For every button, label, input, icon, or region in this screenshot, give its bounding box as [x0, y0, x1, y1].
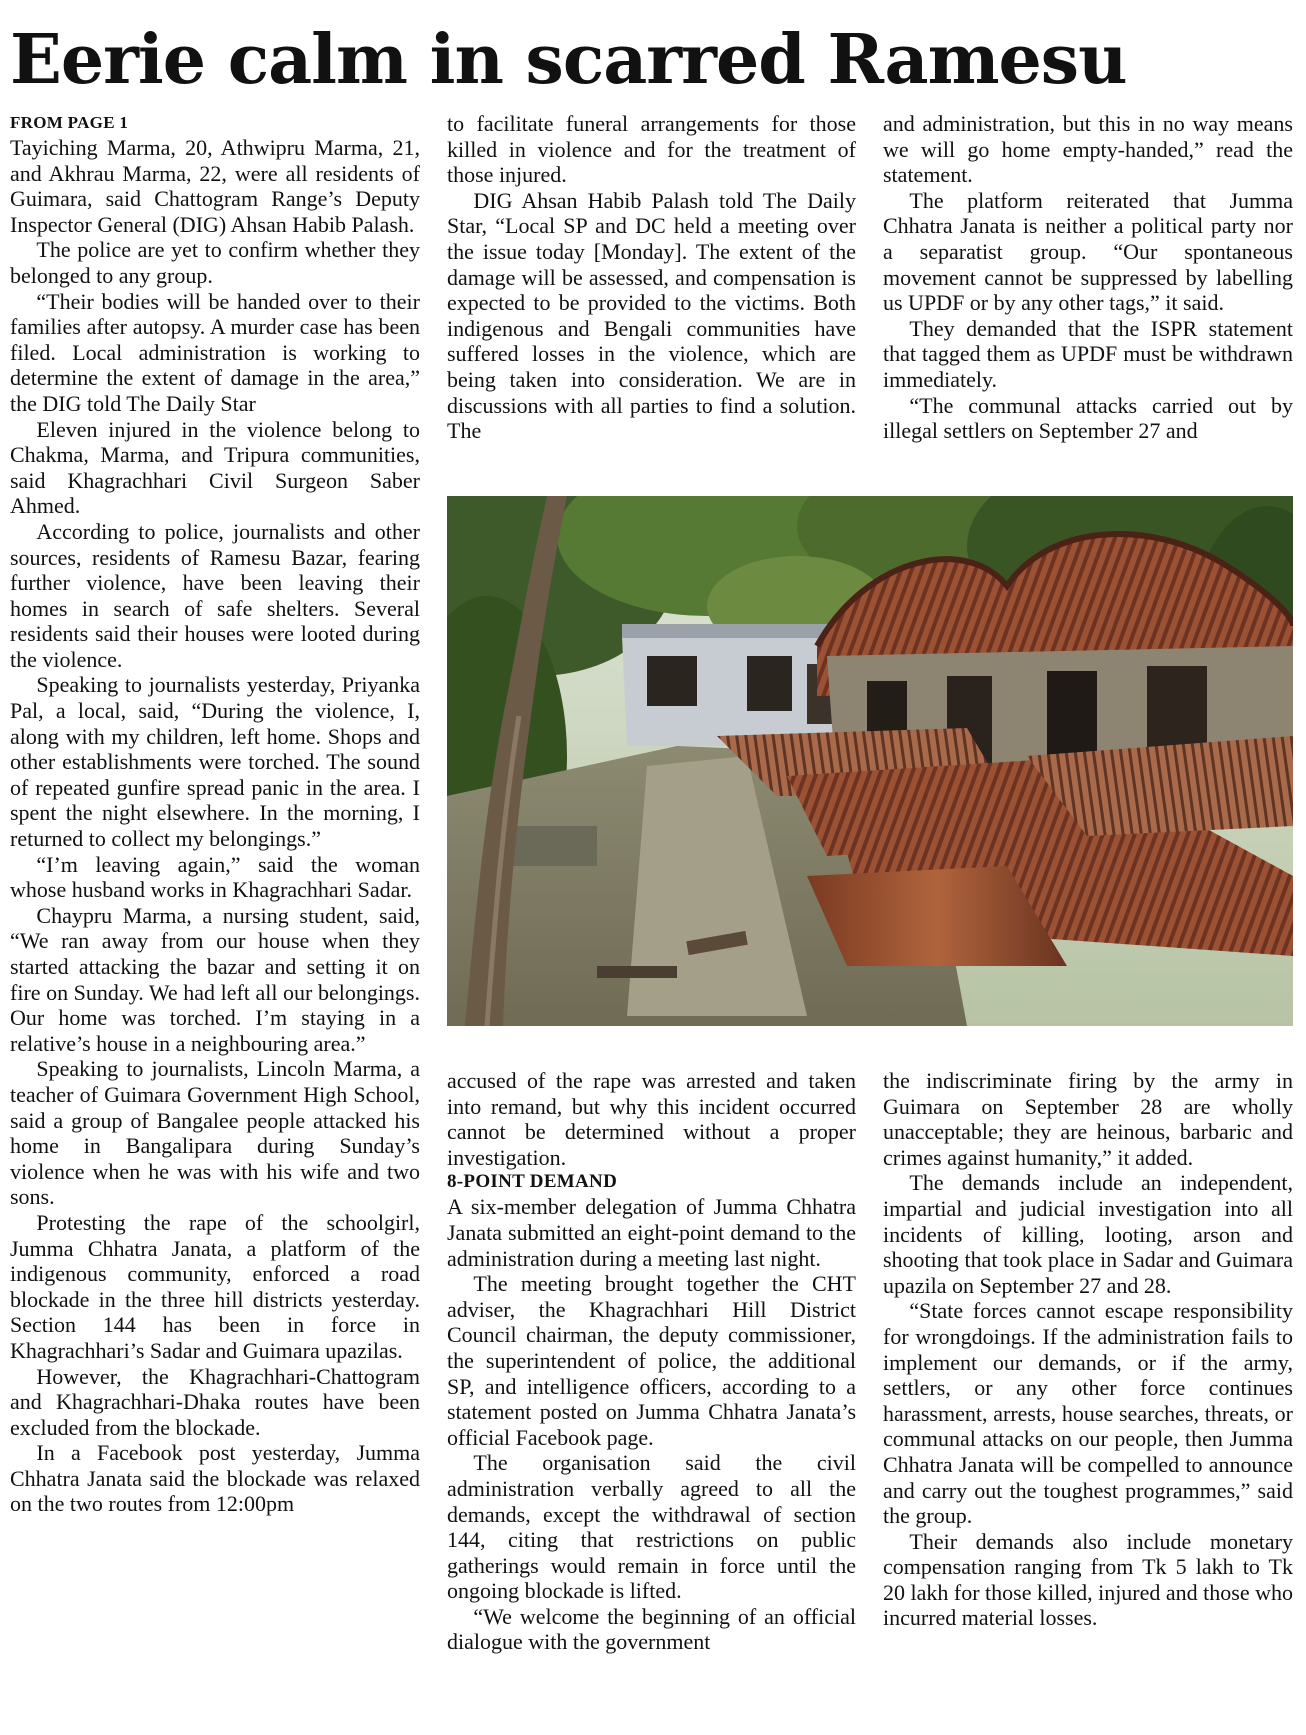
paragraph: Protesting the rape of the schoolgirl, Jumma Chhatra Janata, a platform of the indigenous community, enforced a road blockade in the three hill districts yesterday. Section 144 has been in force in Khagrachhari’s Sadar and Guimara upazilas.	[10, 1209, 420, 1363]
subhead-8-point-demand: 8-POINT DEMAND	[447, 1171, 618, 1193]
paragraph: “State forces cannot escape responsibility for wrongdoings. If the administration fails to implement our demands, or if the army, settlers, or any other force continues harassment, arrests, house searches, threats, or communal attacks on our people, then Jumma Chhatra Janata will be compelled to announce and carry out the toughest programmes,” said the group.	[883, 1298, 1293, 1529]
headline: Eerie calm in scarred Ramesu	[10, 20, 1127, 100]
column-2-bottom	[447, 1068, 856, 1728]
column-3-bottom	[883, 1068, 1293, 1728]
column-3-top	[883, 111, 1293, 483]
paragraph: the indiscriminate firing by the army in Guimara on September 28 are wholly unacceptable; they are heinous, barbaric and crimes against humanity,” it added.	[883, 1068, 1293, 1170]
paragraph: According to police, journalists and other sources, residents of Ramesu Bazar, fearing further violence, have been leaving their homes in search of safe shelters. Several residents said their houses were looted during the violence.	[10, 518, 420, 672]
paragraph: They demanded that the ISPR statement that tagged them as UPDF must be withdrawn immediately.	[883, 315, 1293, 392]
paragraph: “Their bodies will be handed over to their families after autopsy. A murder case has been filed. Local administration is working to determine the extent of damage in the area,” the DIG told The Daily Star	[10, 288, 420, 416]
paragraph: Eleven injured in the violence belong to Chakma, Marma, and Tripura communities, said Khagrachhari Civil Surgeon Saber Ahmed.	[10, 416, 420, 519]
column-1	[10, 111, 420, 1727]
column-2-top	[447, 111, 856, 483]
paragraph: The platform reiterated that Jumma Chhatra Janata is neither a political party nor a separatist group. “Our spontaneous movement cannot be suppressed by labelling us UPDF or by any other tags,” it said.	[883, 187, 1293, 316]
paragraph: “The communal attacks carried out by illegal settlers on September 27 and	[883, 392, 1293, 444]
paragraph: The organisation said the civil administration verbally agreed to all the demands, except the withdrawal of section 144, citing that restrictions on public gatherings would remain in force until the ongoing blockade is lifted.	[447, 1450, 856, 1604]
paragraph: The demands include an independent, impartial and judicial investigation into all incidents of killing, looting, arson and shooting that took place in Sadar and Guimara upazila on September 27 and 28.	[883, 1170, 1293, 1298]
kicker: FROM PAGE 1	[10, 113, 129, 132]
paragraph: accused of the rape was arrested and taken into remand, but why this incident occurred cannot be determined without a proper investigation.	[447, 1068, 856, 1170]
paragraph: Their demands also include monetary compensation ranging from Tk 5 lakh to Tk 20 lakh for those killed, injured and those who incurred material losses.	[883, 1528, 1293, 1631]
paragraph: In a Facebook post yesterday, Jumma Chhatra Janata said the blockade was relaxed on the two routes from 12:00pm	[10, 1440, 420, 1517]
paragraph: “I’m leaving again,” said the woman whose husband works in Khagrachhari Sadar.	[10, 851, 420, 903]
paragraph: Speaking to journalists, Lincoln Marma, a teacher of Guimara Government High School, said a group of Bangalee people attacked his home in Bangalipara during Sunday’s violence when he was with his wife and two sons.	[10, 1056, 420, 1210]
paragraph: DIG Ahsan Habib Palash told The Daily Star, “Local SP and DC held a meeting over the issue today [Monday]. The extent of the damage will be assessed, and compensation is expected to be provided to the victims. Both indigenous and Bengali communities have suffered losses in the violence, which are being taken into consideration. We are in discussions with all parties to find a solution. The	[447, 187, 856, 444]
paragraph: Tayiching Marma, 20, Athwipru Marma, 21, and Akhrau Marma, 22, were all residents of Guimara, said Chattogram Range’s Deputy Inspector General (DIG) Ahsan Habib Palash.	[10, 135, 420, 237]
paragraph: A six-member delegation of Jumma Chhatra Janata submitted an eight-point demand to the administration during a meeting last night.	[447, 1194, 856, 1271]
burned-houses-photo	[447, 496, 1293, 1026]
paragraph: and administration, but this in no way means we will go home empty-handed,” read the statement.	[883, 111, 1293, 188]
paragraph: Chaypru Marma, a nursing student, said, “We ran away from our house when they started attacking the bazar and setting it on fire on Sunday. We had left all our belongings. Our home was torched. I’m staying in a relative’s house in a neighbouring area.”	[10, 902, 420, 1056]
paragraph: to facilitate funeral arrangements for those killed in violence and for the treatment of those injured.	[447, 111, 856, 188]
paragraph: The police are yet to confirm whether they belonged to any group.	[10, 237, 420, 288]
paragraph: However, the Khagrachhari-Chattogram and Khagrachhari-Dhaka routes have been excluded from the blockade.	[10, 1363, 420, 1440]
paragraph: Speaking to journalists yesterday, Priyanka Pal, a local, said, “During the violence, I, along with my children, left home. Shops and other establishments were torched. The sound of repeated gunfire spread panic in the area. I spent the night elsewhere. In the morning, I returned to collect my belongings.”	[10, 672, 420, 852]
paragraph: “We welcome the beginning of an official dialogue with the government	[447, 1603, 856, 1655]
paragraph: The meeting brought together the CHT adviser, the Khagrachhari Hill District Council chairman, the deputy commissioner, the superintendent of police, the additional SP, and intelligence officers, according to a statement posted on Jumma Chhatra Janata’s official Facebook page.	[447, 1271, 856, 1450]
